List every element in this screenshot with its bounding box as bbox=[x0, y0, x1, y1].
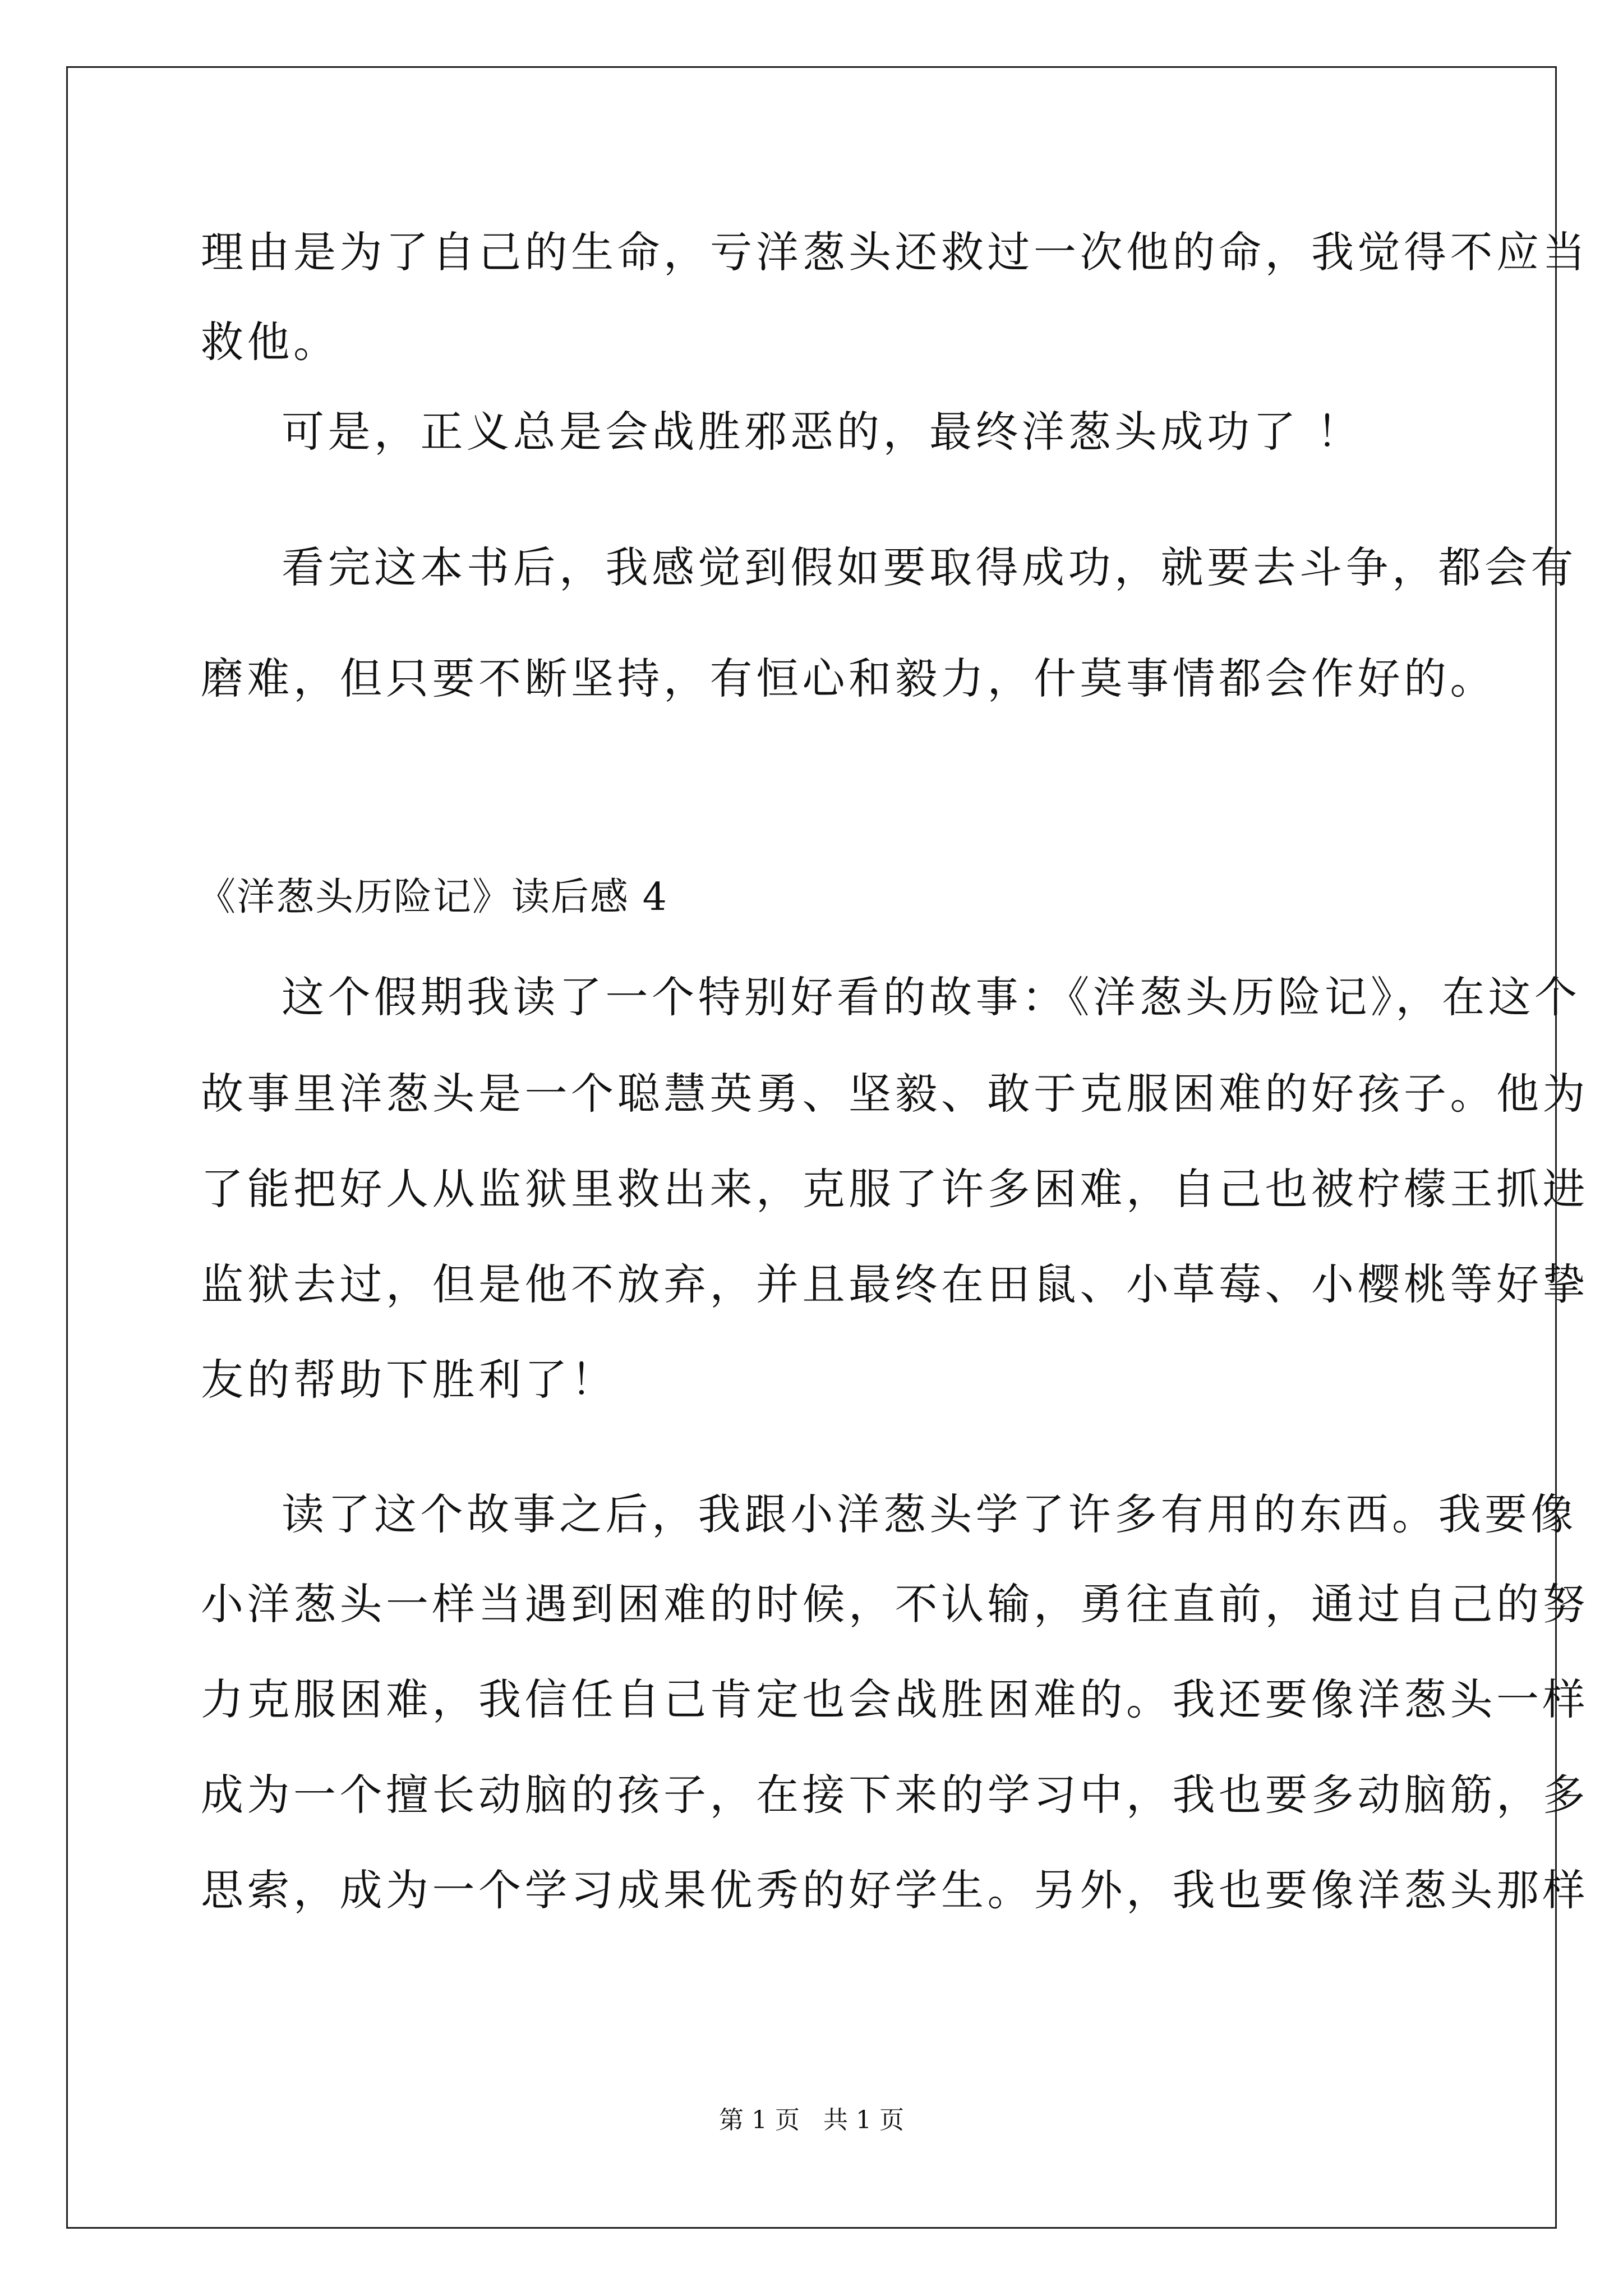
page-number: 第 1 页 共 1 页 bbox=[719, 2106, 904, 2134]
text-line: 监狱去过，但是他不放弃，并且最终在田鼠、小草莓、小樱桃等好挚 bbox=[201, 1259, 1589, 1309]
text-line: 理由是为了自己的生命，亏洋葱头还救过一次他的命，我觉得不应当 bbox=[201, 227, 1589, 277]
text-line: 思索，成为一个学习成果优秀的好学生。另外，我也要像洋葱头那样 bbox=[201, 1865, 1589, 1915]
text-line: 友的帮助下胜利了！ bbox=[201, 1355, 617, 1405]
text-line: 故事里洋葱头是一个聪慧英勇、坚毅、敢于克服困难的好孩子。他为 bbox=[201, 1069, 1589, 1119]
text-line: 力克服困难，我信任自己肯定也会战胜困难的。我还要像洋葱头一样 bbox=[201, 1674, 1589, 1724]
text-line: 成为一个擅长动脑的孩子，在接下来的学习中，我也要多动脑筋，多 bbox=[201, 1770, 1589, 1820]
section-title: 《洋葱头历险记》读后感 4 bbox=[197, 875, 668, 919]
text-line: 救他。 bbox=[201, 317, 340, 367]
text-line: 小洋葱头一样当遇到困难的时候，不认输，勇往直前，通过自己的努 bbox=[201, 1579, 1589, 1629]
text-line: 读了这个故事之后，我跟小洋葱头学了许多有用的东西。我要像 bbox=[282, 1489, 1577, 1539]
text-line: 这个假期我读了一个特别好看的故事：《洋葱头历险记》，在这个 bbox=[282, 972, 1581, 1022]
text-line: 看完这本书后，我感觉到假如要取得成功，就要去斗争，都会有 bbox=[282, 542, 1577, 592]
text-line: 可是，正义总是会战胜邪恶的，最终洋葱头成功了 ！ bbox=[282, 407, 1363, 457]
text-line: 了能把好人从监狱里救出来，克服了许多困难，自己也被柠檬王抓进 bbox=[201, 1164, 1589, 1214]
text-line: 磨难，但只要不断坚持，有恒心和毅力，什莫事情都会作好的。 bbox=[201, 654, 1496, 703]
